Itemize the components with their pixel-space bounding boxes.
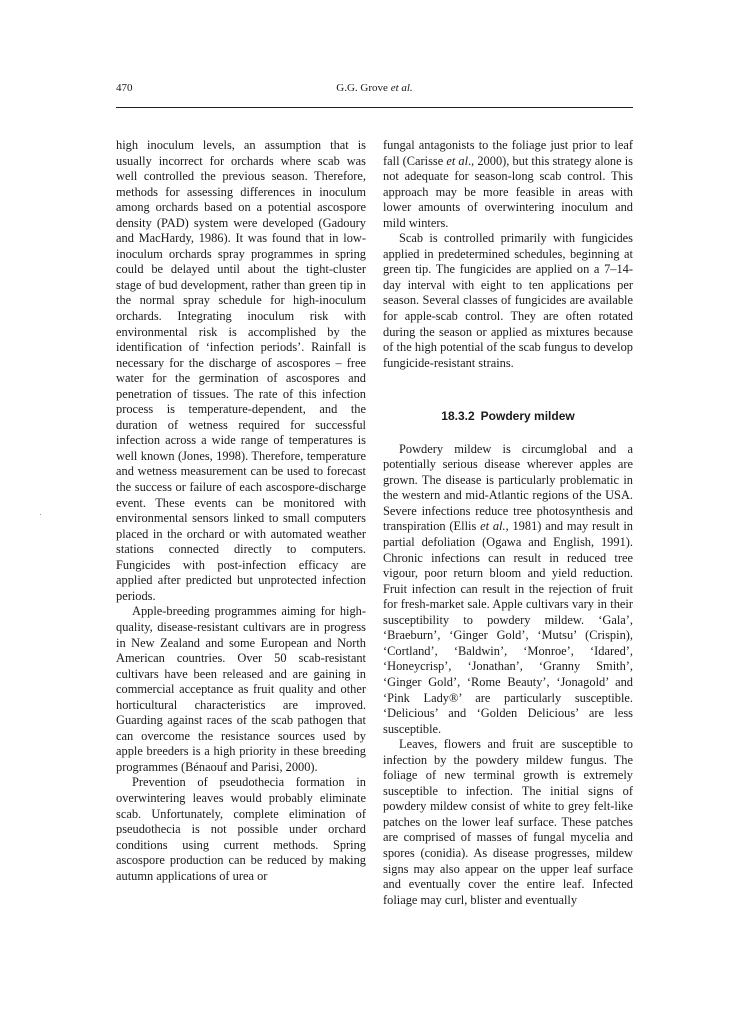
section-heading xyxy=(383,409,633,425)
right-column xyxy=(383,138,633,908)
running-head-etal: et al. xyxy=(390,82,413,94)
margin-mark xyxy=(40,514,41,515)
header-rule xyxy=(116,107,633,108)
paragraph: Prevention of pseudothecia formation in overwintering leaves would probably eliminate scab. Unfortunately, complete elimination of pseudothecia is not possible under orchard conditions using current methods. Spring ascospore production can be reduced by making autumn applications of urea or xyxy=(116,775,366,883)
text-span: , 1981) and may result in partial defoliation (Ogawa and English, 1991). Chronic infections can result in reduced tree vigour, poor return bloom and yield reduction. Fruit infection can result in the rejection of fruit for fresh-market sale. Apple cultivars vary in their susceptibility to powdery mildew. ‘Gala’, ‘Braeburn’, ‘Ginger Gold’, ‘Mutsu’ (Crispin), ‘Cortland’, ‘Baldwin’, ‘Monroe’, ‘Idared’, ‘Honeycrisp’, ‘Jonathan’, ‘Granny Smith’, ‘Ginger Gold’, ‘Rome Beauty’, ‘Jonagold’ and ‘Pink Lady®’ are particularly susceptible. ‘Delicious’ and ‘Golden Delicious’ are less susceptible. xyxy=(383,519,633,736)
paragraph: Leaves, flowers and fruit are susceptible to infection by the powdery mildew fungus. The foliage of new terminal growth is extremely susceptible to infection. The initial signs of powdery mildew consist of white to grey felt-like patches on the lower leaf surface. These patches are comprised of masses of fungal mycelia and spores (conidia). As disease progresses, mildew signs may also appear on the upper leaf surface and eventually cover the entire leaf. Infected foliage may curl, blister and eventually xyxy=(383,737,633,907)
etal-italic: et al. xyxy=(480,519,506,534)
paragraph xyxy=(383,442,633,737)
etal-italic: et al xyxy=(446,153,469,168)
section-number: 18.3.2 xyxy=(441,409,475,424)
paragraph xyxy=(383,138,633,231)
text-span: ., 2000), but this strategy alone is not adequate for season-long scab control. This approach may be more feasible in areas with lower amounts of overwintering inoculum and mild winters. xyxy=(383,153,633,230)
running-head-authors: G.G. Grove xyxy=(336,82,391,94)
paragraph: high inoculum levels, an assumption that is usually incorrect for orchards where scab was well controlled the previous season. Therefore, methods for assessing differences in inoculum among orchards based on a potential ascospore density (PAD) system were developed (Gadoury and MacHardy, 1986). It was found that in low-inoculum orchards spray programmes in spring could be delayed until about the tight-cluster stage of bud development, rather than green tip in the normal spray schedule for high-inoculum orchards. Integrating inoculum risk with environmental risk is accomplished by the identification of ‘infection periods’. Rainfall is necessary for the discharge of ascospores – free water for the germination of ascospores and penetration of tissues. The rate of this infection process is temperature-dependent, and the duration of wetness required for successful infection across a wide range of temperatures is well known (Jones, 1998). Therefore, temperature and wetness measurement can be used to forecast the success or failure of each ascospore-discharge event. These events can be monitored with environmental sensors linked to small computers placed in the orchard or with automated weather stations connected directly to computers. Fungicides with post-infection efficacy are applied after predicted but unprotected infection periods. xyxy=(116,138,366,603)
paragraph: Scab is controlled primarily with fungicides applied in predetermined schedules, beginning at green tip. The fungicides are applied on a 7–14-day interval with eight to ten applications per season. Several classes of fungicides are available for apple-scab control. They are often rotated during the season or applied as mixtures because of the high potential of the scab fungus to develop fungicide-resistant strains. xyxy=(383,231,633,370)
running-head xyxy=(116,82,633,94)
page-header xyxy=(116,82,633,100)
text-span: Powdery mildew is circumglobal and a potentially serious disease wherever apples are grown. The disease is particularly problematic in the western and mid-Atlantic regions of the USA. Severe infections reduce tree photosynthesis and transpiration (Ellis xyxy=(383,441,633,534)
paragraph: Apple-breeding programmes aiming for high-quality, disease-resistant cultivars are in progress in New Zealand and some European and North American countries. Over 50 scab-resistant cultivars have been released and are gaining in commercial acceptance as fruit quality and other horticultural characteristics are improved. Guarding against races of the scab pathogen that can overcome the resistance sources used by apple breeders is a high priority in these breeding programmes (Bénaouf and Parisi, 2000). xyxy=(116,604,366,774)
left-column xyxy=(116,138,366,884)
page-number: 470 xyxy=(116,82,133,94)
section-title: Powdery mildew xyxy=(480,409,575,424)
text-span: fungal antagonists to the foliage just prior to leaf fall (Carisse xyxy=(383,138,633,168)
